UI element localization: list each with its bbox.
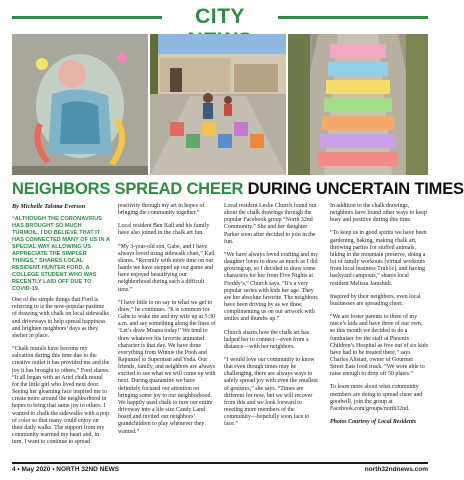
section-title: CITY <box>195 5 245 28</box>
paragraph: “To keep us in good spirits we have been gardening, baking, making chalk art, throwing parties for stuffed animals, hiking in the mountain preserve, doing a lot of family workouts [virtual workouts from local business Trub1e], and having backyard campouts,” shares local resident Melissa Jamshidi. <box>330 230 427 287</box>
paragraph: Church shares how the chalk art has helped her to connect—even from a distance—with her neighbors. <box>224 329 310 350</box>
column-2 <box>118 203 216 442</box>
paragraph: Local resident Ben Kail and his family have also joined in the chalk art fun. <box>118 223 210 237</box>
header-rule-right <box>278 16 428 19</box>
page-footer <box>12 462 428 474</box>
paragraph: “We are foster parents to three of my niece’s kids and have three of our own, so this month we decided to do a fundraiser for the staff at Phoenix Children’s Hospital as five out of six kids have had to be treated there,” says Charles Altstatt, owner of Gourmet Street Eats food truck. “We were able to raise enough to drop off 50 plates.” <box>330 314 429 378</box>
paragraph: “My 3-year-old son, Gabe, and I have always loved using sidewalk chart,” Kail shares. “Recently with more time on our hands we have stepped up our game and have enjoyed beautifying our neighborhood during such a difficult time.” <box>118 243 215 293</box>
column-4 <box>330 203 428 432</box>
pull-quote: “ALTHOUGH THE CORONAVIRUS HAS BROUGHT SO MUCH TURMOIL, I DO BELIEVE THAT IT HAS CONNECTED MANY OF US IN A SPECIAL WAY ALLOWING US APPRECIATE THE SIMPLER THINGS,” SHARES LOCAL RESIDENT HUNTER FORD, A COLLEGE STUDENT WHO WAS RECENTLY LAID OFF DUE TO COVID-19. <box>12 216 110 293</box>
paragraph: “I have little to no say in what we get to draw,” he continues. “It is common for Gabe to wake me and my wife up at 5:30 a.m. and say something along the lines of ‘Let’s draw Moana today!’ We tend to draw whatever his favorite animated character is that day. We have done everything from Winnie the Pooh and Rapunzel to Superman and Yoda. Our friends, family, and neighbors are always excited to see what we will come up with next. During quarantine we have definitely focused our attention on bringing some joy to our neighborhood. We happily used chalk to turn our entire driveway into a life size Candy Land board and invited our neighbors’ grandchildren to play whenever they wanted.” <box>118 299 216 435</box>
photo-credit: Photos Courtesy of Local Residents <box>330 419 417 426</box>
paragraph: Local resident Leslie Church found out about the chalk drawings through the popular Facebook group “North 32nd Community.” She and her daughter Parker soon after decided to join in the fun. <box>224 203 317 245</box>
article-body <box>12 203 428 453</box>
photo-family-driveway <box>150 34 286 175</box>
headline-part-2: DURING UNCERTAIN TIMES <box>243 180 464 198</box>
headline-part-1: NEIGHBORS SPREAD CHEER <box>12 180 244 198</box>
paragraph: “Chalk murals have become my salvation during this time due to the creative outlet it has provided me and the joy it has brought to others,” Ford shares. “It all began with an Ariel chalk mural for the little girl who lived next door. Seeing her gleaming face inspired me to create more around the neighborhood in hopes to bring that same joy to others. I wanted to chalk the sidewalks with a pop of color so that many could enjoy on their daily walks. The support from my community warmed my heart and, in turn, I want to continue to spread <box>12 346 110 446</box>
paragraph: To learn more about what community members are doing to spread cheer and goodwill, join the group at Facebook.com/groups/north32nd. <box>330 384 423 412</box>
section-header <box>0 0 440 34</box>
photo-chalk-path <box>288 34 428 175</box>
photo-strip <box>12 34 428 175</box>
paragraph: Inspired by their neighbors, even local businesses are spreading cheer. <box>330 293 421 307</box>
paragraph: positivity through my art in hopes of bringing the community together.” <box>118 203 205 217</box>
paragraph: “We have always loved crafting and my daughter loves to draw as much as I did growing up, so I decided to draw some characters for her from Five Nights at Freddy’s,” Church says. “It’s a very popular series with kids her age. They are her absolute favorite. The neighbors have been driving by as we draw, complimenting us on our artwork with smiles and thumbs up.” <box>224 251 319 323</box>
paragraph: One of the simple things that Ford is referring to is the now-popular pastime of drawing with chalk on local sidewalks and driveways to help spread happiness and brighten neighbors’ days as they shelter in place. <box>12 297 109 339</box>
article-headline <box>12 180 464 199</box>
footer-issue: 4 • May 2020 • NORTH 32ND NEWS <box>12 466 120 473</box>
header-rule-left <box>12 16 162 19</box>
paragraph: In addition to the chalk drawings, neighbors have found other ways to keep busy and positive during this time. <box>330 203 427 224</box>
footer-website: north32ndnews.com <box>364 466 428 473</box>
photo-chalk-sidewalk <box>12 34 148 175</box>
byline: By Michelle Talsma Everson <box>12 203 86 210</box>
column-3 <box>224 203 322 435</box>
paragraph: “I would love our community to know that even though times may be challenging, there are always ways to safely spread joy with even the smallest of gestures,” she says. “Times are different for now, but we will recover from this and we look forward to meeting more members of the community—hopefully soon face to face.” <box>224 356 318 428</box>
column-1 <box>12 203 110 452</box>
